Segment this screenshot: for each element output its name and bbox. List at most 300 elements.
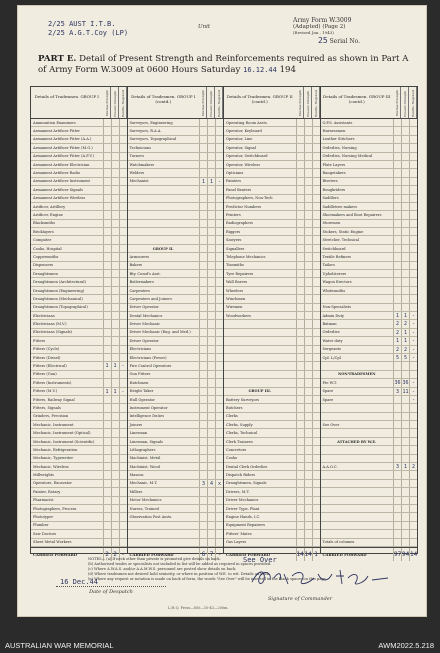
present-strength-cell [401,186,409,193]
normal-strength-cell [393,287,401,294]
trade-name: Stokers, Static Engine [322,229,364,234]
commander-signature [248,566,398,588]
table-row [321,429,418,437]
trade-name: Orderlies, Nursing [322,145,357,150]
normal-strength-cell [393,404,401,411]
normal-strength-cell [296,371,304,378]
normal-strength-cell [393,446,401,453]
normal-strength-cell [393,236,401,243]
table-row [224,270,320,278]
present-strength-cell [207,346,215,353]
present-strength-cell [111,371,119,378]
table-row [224,455,320,463]
reinforcements-cell [119,136,127,143]
reinforcements-cell [312,463,320,470]
present-strength-cell [401,362,409,369]
normal-strength-cell [199,388,207,395]
reinforcements-cell [312,421,320,428]
trade-name: Draughtsmen, Signals [226,481,267,486]
reinforcements-cell [215,287,223,294]
reinforcements-cell [312,295,320,302]
present-strength-cell [304,220,312,227]
normal-strength-cell [199,127,207,134]
normal-strength-cell [296,245,304,252]
column-header-title: Details of Tradesmen. GROUP I (contd.) [131,94,196,104]
present-strength-cell [111,421,119,428]
table-row [321,480,418,488]
reinforcements-cell [409,245,417,252]
table-row [224,295,320,303]
table-row [224,513,320,521]
table-row [31,471,127,479]
reinforcements-header: Reinfts. Required [312,87,320,118]
normal-strength-cell [393,480,401,487]
reinforcements-cell [312,253,320,260]
present-strength-cell [401,211,409,218]
reinforcements-cell [312,429,320,436]
normal-strength-cell [393,278,401,285]
trade-name: Mechanic, Refrigeration [33,447,78,452]
normal-strength-cell [103,245,111,252]
group-rows [31,119,127,547]
normal-strength-cell [393,522,401,529]
present-strength-cell [207,530,215,537]
trade-name: Signallers [226,246,245,251]
present-strength-cell [207,127,215,134]
reinforcements-cell [409,438,417,445]
present-strength-cell [304,388,312,395]
normal-strength-cell [393,513,401,520]
present-strength-cell [304,203,312,210]
present-strength-cell [207,211,215,218]
form-page [17,5,427,617]
normal-strength-cell [296,278,304,285]
normal-strength-cell [199,488,207,495]
reinforcements-cell [215,413,223,420]
present-strength-cell [401,396,409,403]
reinforcements-cell [119,446,127,453]
present-strength-cell [304,404,312,411]
trade-name: Sergeants [322,347,341,352]
group-column-4 [321,87,418,558]
normal-strength-cell [296,438,304,445]
table-row [31,337,127,345]
reinforcements-cell [409,228,417,235]
table-row [128,371,224,379]
trade-name: Artificer, Artillery [33,204,66,209]
normal-strength-cell [103,161,111,168]
present-strength-cell [304,396,312,403]
reinforcements-cell [119,404,127,411]
normal-strength-cell [296,270,304,277]
reinforcements-cell: - [409,388,417,395]
present-strength-cell [304,178,312,185]
normal-strength-cell [296,404,304,411]
present-strength-cell [401,539,409,546]
present-strength-cell: 2 [401,346,409,353]
trade-name: Driver Mechanics [226,498,259,503]
table-row [128,228,224,236]
reinforcements-cell [312,522,320,529]
present-strength-cell [207,161,215,168]
reinforcements-cell [312,471,320,478]
reinforcements-cell [409,287,417,294]
trade-name: Upholsterers [322,271,347,276]
table-row [31,388,127,396]
table-row [224,362,320,370]
reinforcements-cell [119,497,127,504]
table-row [128,388,224,396]
reinforcements-cell [119,337,127,344]
reinforcements-cell [312,178,320,185]
reinforcements-cell [215,312,223,319]
trade-name: Water duty [322,338,343,343]
table-row [128,522,224,530]
present-strength-cell [304,530,312,537]
present-strength-cell [207,186,215,193]
table-row [224,253,320,261]
table-row [31,396,127,404]
trade-name: Draughtsmen (Topographical) [33,305,88,310]
reinforcements-cell [119,539,127,546]
reinforcements-cell [312,169,320,176]
present-strength-cell [111,539,119,546]
trade-name: Millwrights [33,473,54,478]
table-row [31,295,127,303]
present-strength-cell [401,413,409,420]
table-row [128,287,224,295]
normal-strength-cell [393,455,401,462]
normal-strength-cell [103,354,111,361]
present-strength-cell [111,262,119,269]
trade-name: Painters [226,179,241,184]
normal-strength-cell [296,253,304,260]
normal-strength-cell [103,278,111,285]
trade-name: Operator, Line [226,137,253,142]
table-row [321,421,418,429]
present-strength-cell [304,153,312,160]
table-row [128,337,224,345]
normal-strength-cell [296,539,304,546]
present-strength-cell [111,413,119,420]
table-row [321,211,418,219]
normal-strength-cell [296,161,304,168]
normal-strength-cell [296,178,304,185]
normal-strength-header: Normal Strength [103,87,111,118]
reinforcements-cell [409,119,417,126]
normal-strength-cell [199,287,207,294]
present-strength-cell [207,396,215,403]
unit-stamp [48,20,128,38]
reinforcements-cell [409,446,417,453]
trade-name: Armament Artificer Radio [33,171,81,176]
normal-strength-cell [199,320,207,327]
present-strength-cell [401,295,409,302]
trade-name: Driver Mechanic [129,322,161,327]
normal-strength-cell [393,429,401,436]
normal-strength-cell [393,119,401,126]
trade-name: A.A.O.C. [322,464,338,469]
reinforcements-cell [312,497,320,504]
trade-name: Riveters [322,179,338,184]
column-header-title: Details of Tradesmen. GROUP III (contd.) [323,94,391,104]
note-a: NOTES— (a) If neck other than private is promoted give details on back. [88,557,221,561]
reinforcements-cell [215,396,223,403]
present-strength-cell [401,371,409,378]
reinforcements-cell [409,153,417,160]
normal-strength-cell [199,203,207,210]
table-row [31,195,127,203]
reinforcements-cell [409,211,417,218]
reinforcements-cell [119,228,127,235]
trade-name: Observation Post Assts. [129,515,173,520]
normal-strength-cell [199,463,207,470]
table-row [224,153,320,161]
normal-strength-cell [103,228,111,235]
reinforcements-cell [215,421,223,428]
despatch-date-field [56,578,166,595]
normal-strength-cell: 3 [393,463,401,470]
column-header-title: Details of Tradesmen. GROUP II (contd.) [226,94,293,104]
carried-present: 7 [207,548,215,561]
table-row [224,463,320,471]
normal-strength-cell [103,539,111,546]
form-title [38,54,418,76]
reinforcements-cell [215,471,223,478]
reinforcements-cell [215,211,223,218]
normal-strength-cell [296,429,304,436]
present-strength-cell [304,413,312,420]
trade-name: Draughtsmen (Architectural) [33,280,86,285]
table-row [321,530,418,538]
reinforcements-cell [119,161,127,168]
group-rows [224,119,320,547]
group-column-3 [224,87,321,558]
present-strength-cell [304,522,312,529]
normal-strength-cell [103,270,111,277]
present-strength-cell [304,169,312,176]
normal-strength-cell [393,304,401,311]
trade-name: Armament Artificer Fitter (M.G.) [33,145,93,150]
trade-name: Butchers [226,405,243,410]
reinforcements-cell [119,312,127,319]
reinforcements-cell [312,144,320,151]
present-strength-cell [207,119,215,126]
present-strength-cell [207,228,215,235]
normal-strength-cell [296,362,304,369]
reinforcements-cell [119,153,127,160]
reinforcements-cell [312,312,320,319]
present-strength-cell [207,539,215,546]
table-row [31,169,127,177]
normal-strength-cell [199,195,207,202]
normal-strength-cell [199,119,207,126]
reinforcements-cell [409,220,417,227]
trade-name: Ammunition Examiners [33,120,76,125]
present-strength-cell [207,354,215,361]
table-row [224,530,320,538]
present-strength-header: Present Strength [207,87,215,118]
normal-strength-cell [199,396,207,403]
trade-name: Leather Stitchers [322,137,355,142]
normal-strength-cell [296,497,304,504]
reinforcements-cell [119,320,127,327]
present-strength-cell [111,186,119,193]
present-strength-cell [111,480,119,487]
normal-strength-cell [103,144,111,151]
present-strength-cell [304,278,312,285]
table-row [31,346,127,354]
normal-strength-cell [296,379,304,386]
table-row [224,312,320,320]
normal-strength-cell [296,421,304,428]
present-strength-cell [207,270,215,277]
present-strength-cell [111,429,119,436]
table-row [321,287,418,295]
normal-strength-cell [103,295,111,302]
reinforcements-cell [409,455,417,462]
reinforcements-cell: - [409,396,417,403]
present-strength-cell [207,312,215,319]
reinforcements-cell [215,362,223,369]
normal-strength-cell [393,539,401,546]
table-row [224,522,320,530]
present-strength-cell [304,337,312,344]
normal-strength-header: Normal Strength [199,87,207,118]
table-row [321,438,418,446]
normal-strength-cell [393,161,401,168]
reinforcements-cell [409,203,417,210]
trade-name: Instrument Operator [129,405,168,410]
table-row [321,488,418,496]
present-strength-cell [304,127,312,134]
trade-name: Draughtsmen (Engineering) [33,288,85,293]
present-strength-cell [304,186,312,193]
reinforcements-cell [119,304,127,311]
present-strength-cell [111,195,119,202]
trade-name: Bricklayers [33,229,54,234]
table-row [224,119,320,127]
strength-table [30,86,418,558]
trade-name: Turners [129,154,144,159]
table-row [31,153,127,161]
reinforcements-cell [409,413,417,420]
table-row [224,228,320,236]
table-row [31,354,127,362]
normal-strength-cell [296,295,304,302]
carried-present: 2 [111,548,119,561]
table-row [224,304,320,312]
present-strength-cell [111,438,119,445]
present-strength-cell [111,312,119,319]
trade-name: Mechanic, Instrument (Optical) [33,431,91,436]
normal-strength-cell [199,144,207,151]
reinforcements-cell [119,505,127,512]
reinforcements-cell [215,497,223,504]
reinforcements-cell [119,211,127,218]
reinforcements-cell: - [119,388,127,395]
trade-name: Watchmakers [129,162,155,167]
normal-strength-cell [296,169,304,176]
reinforcements-cell [119,463,127,470]
table-row [31,211,127,219]
table-row [128,480,224,488]
table-row [224,429,320,437]
normal-strength-cell [199,262,207,269]
table-row [224,186,320,194]
trade-name: Plate Layers [322,162,346,167]
reinforcements-cell [119,287,127,294]
present-strength-cell [304,379,312,386]
present-strength-cell [207,429,215,436]
normal-strength-cell [199,379,207,386]
table-row [224,136,320,144]
reinforcements-cell [409,421,417,428]
normal-strength-cell [393,497,401,504]
reinforcements-cell [312,379,320,386]
trade-name: Dispensers [33,263,54,268]
carried-present: 14 [304,548,312,561]
trade-name: Mechanic, M.T. [129,481,158,486]
normal-strength-cell [199,522,207,529]
table-row [128,346,224,354]
trade-name: Drivers, M.T. [226,489,250,494]
present-strength-cell [207,320,215,327]
normal-strength-cell [199,278,207,285]
table-row [128,362,224,370]
reinforcements-cell [312,396,320,403]
reinforcements-cell [312,304,320,311]
reinforcements-cell [215,346,223,353]
trade-name: Boilermakers [129,280,154,285]
trade-name: Saddletree makers [322,204,357,209]
reinforcements-cell [409,513,417,520]
reinforcements-cell [312,362,320,369]
table-row [128,471,224,479]
reinforcements-cell [409,270,417,277]
table-row [224,178,320,186]
archive-name: AUSTRALIAN WAR MEMORIAL [5,641,114,650]
table-row [128,278,224,286]
table-row [224,329,320,337]
reinforcements-cell [409,530,417,537]
table-row [31,203,127,211]
reinforcements-cell [312,539,320,546]
normal-strength-cell [296,446,304,453]
reinforcements-header: Reinfts. Required [409,87,417,118]
present-strength-cell [111,320,119,327]
table-row [321,203,418,211]
trade-name: Coppersmiths [33,254,59,259]
present-strength-cell [207,295,215,302]
present-strength-cell [207,513,215,520]
present-strength-header: Present Strength [401,87,409,118]
present-strength-cell [304,262,312,269]
reinforcements-cell [215,379,223,386]
present-strength-cell [111,295,119,302]
trade-name: Storemen [322,221,341,226]
table-row [31,144,127,152]
reinforcements-cell [215,153,223,160]
normal-strength-cell [199,371,207,378]
normal-strength-cell [296,320,304,327]
table-row [31,320,127,328]
reinforcements-cell [312,161,320,168]
trade-name: Predictor Numbers [226,204,262,209]
normal-strength-cell [296,211,304,218]
reinforcements-cell [215,278,223,285]
reinforcements-cell [312,480,320,487]
